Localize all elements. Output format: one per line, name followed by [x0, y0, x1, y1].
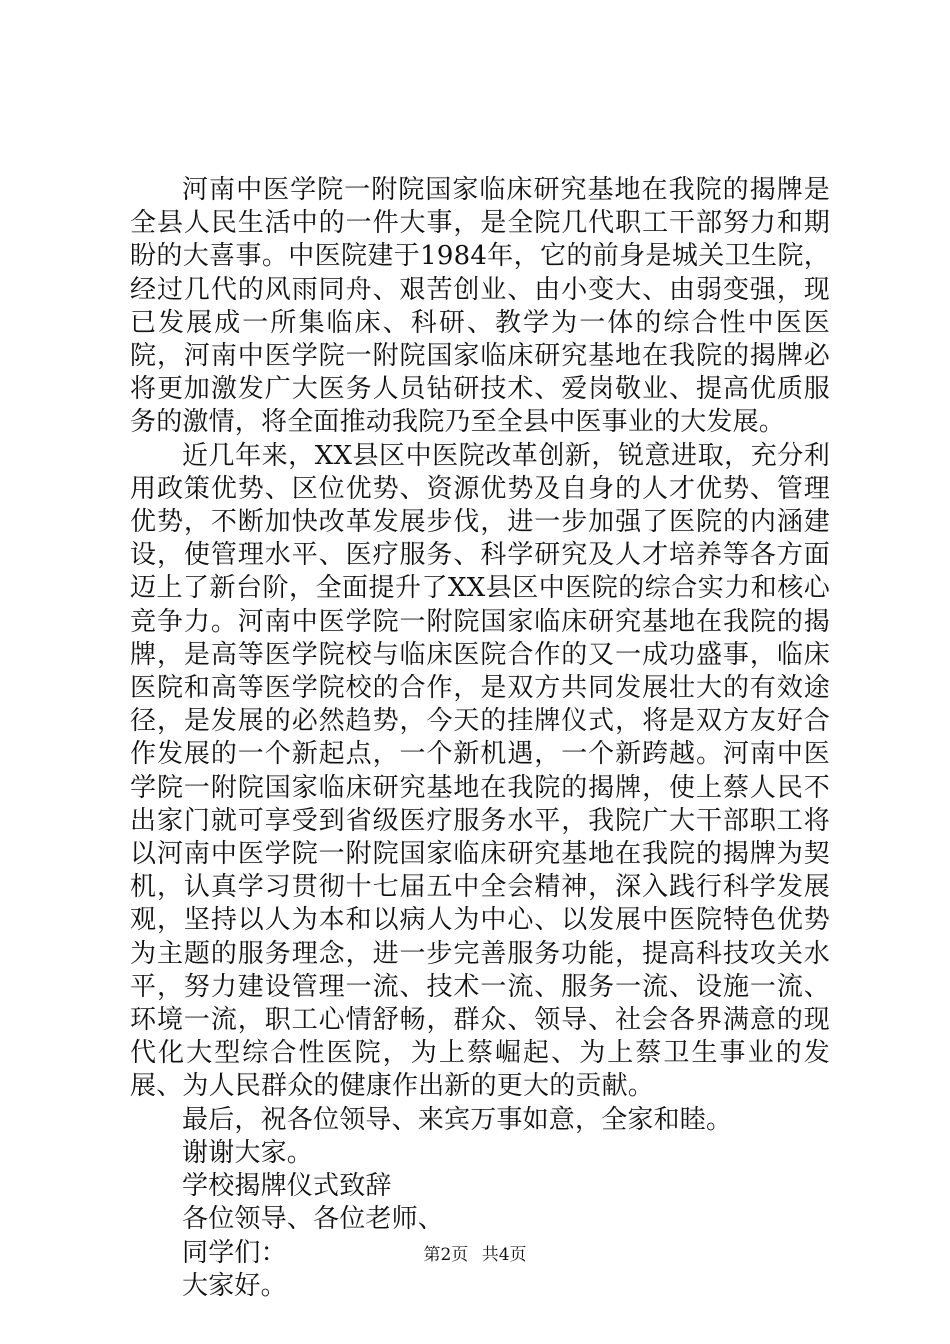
section-title: 学校揭牌仪式致辞	[182, 1171, 392, 1202]
page-number-total: 共4页	[481, 1245, 527, 1265]
paragraph-inauguration-intro: 河南中医学院一附院国家临床研究基地在我院的揭牌是全县人民生活中的一件大事，是全院几代职工干部努力和期盼的大喜事。中医院建于1984年，它的前身是城关卫生院，经过几代的风雨同舟、艰苦创业、由小变大、由弱变强，现已发展成一所集临床、科研、教学为一体的综合性中医医院，河南中医学院一附院国家临床研究基地在我院的揭牌必将更加激发广大医务人员钻研技术、爱岗敬业、提高优质服务的激情，将全面推动我院乃至全县中医事业的大发展。	[130, 175, 830, 438]
paragraph-thanks: 谢谢大家。	[182, 1137, 314, 1168]
paragraph-hospital-development: 近几年来，XX县区中医院改革创新，锐意进取，充分利用政策优势、区位优势、资源优势及自身的人才优势、管理优势，不断加快改革发展步伐，进一步加强了医院的内涵建设，使管理水平、医疗服务、科学研究及人才培养等各方面迈上了新台阶，全面提升了XX县区中医院的综合实力和核心竞争力。河南中医学院一附院国家临床研究基地在我院的揭牌，是高等医学院校与临床医院合作的又一成功盛事，临床医院和高等医学院校的合作，是双方共同发展壮大的有效途径，是发展的必然趋势，今天的挂牌仪式，将是双方友好合作发展的一个新起点，一个新机遇，一个新跨越。河南中医学院一附院国家临床研究基地在我院的揭牌，使上蔡人民不出家门就可享受到省级医疗服务水平，我院广大干部职工将以河南中医学院一附院国家临床研究基地在我院的揭牌为契机，认真学习贯彻十七届五中全会精神，深入践行科学发展观，坚持以人为本和以病人为中心、以发展中医院特色优势为主题的服务理念，进一步完善服务功能，提高科技攻关水平，努力建设管理一流、技术一流、服务一流、设施一流、环境一流，职工心情舒畅，群众、领导、社会各界满意的现代化大型综合性医院，为上蔡崛起、为上蔡卫生事业的发展、为人民群众的健康作出新的更大的贡献。	[130, 440, 830, 1102]
paragraph-closing-wishes: 最后，祝各位领导、来宾万事如意，全家和睦。	[182, 1104, 733, 1135]
page-number-current: 第2页	[423, 1245, 469, 1265]
greeting: 大家好。	[182, 1270, 287, 1301]
salutation-students: 同学们：	[182, 1237, 287, 1268]
document-body	[130, 174, 830, 1303]
salutation-leaders: 各位领导、各位老师、	[182, 1204, 445, 1235]
page-footer	[0, 1243, 950, 1267]
